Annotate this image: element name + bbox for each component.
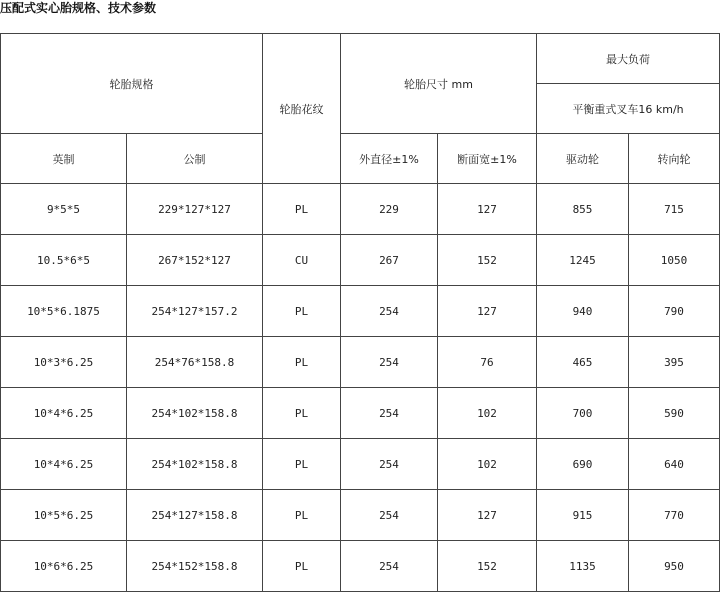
table-row xyxy=(1,439,720,490)
cell-section-width: 102 xyxy=(438,439,537,490)
cell-drive-load: 1245 xyxy=(537,235,629,286)
cell-drive-load: 690 xyxy=(537,439,629,490)
cell-imperial: 10*5*6.25 xyxy=(1,490,127,541)
cell-metric: 254*102*158.8 xyxy=(127,388,263,439)
table-row xyxy=(1,286,720,337)
cell-drive-load: 1135 xyxy=(537,541,629,592)
cell-metric: 254*127*157.2 xyxy=(127,286,263,337)
table-row xyxy=(1,337,720,388)
cell-section-width: 127 xyxy=(438,184,537,235)
cell-section-width: 152 xyxy=(438,541,537,592)
cell-outer-diameter: 267 xyxy=(341,235,438,286)
cell-steer-load: 395 xyxy=(629,337,720,388)
cell-metric: 254*152*158.8 xyxy=(127,541,263,592)
header-tire-spec: 轮胎规格 xyxy=(1,34,263,134)
cell-imperial: 10*4*6.25 xyxy=(1,439,127,490)
cell-metric: 254*102*158.8 xyxy=(127,439,263,490)
cell-metric: 229*127*127 xyxy=(127,184,263,235)
cell-outer-diameter: 254 xyxy=(341,541,438,592)
cell-pattern: PL xyxy=(263,184,341,235)
table-row xyxy=(1,490,720,541)
header-tire-size: 轮胎尺寸 mm xyxy=(341,34,537,134)
cell-drive-load: 700 xyxy=(537,388,629,439)
cell-steer-load: 590 xyxy=(629,388,720,439)
cell-pattern: PL xyxy=(263,490,341,541)
table-row xyxy=(1,388,720,439)
cell-drive-load: 465 xyxy=(537,337,629,388)
cell-outer-diameter: 254 xyxy=(341,439,438,490)
cell-steer-load: 715 xyxy=(629,184,720,235)
cell-section-width: 76 xyxy=(438,337,537,388)
header-forklift-speed: 平衡重式叉车16 km/h xyxy=(537,84,720,134)
cell-section-width: 127 xyxy=(438,286,537,337)
cell-metric: 267*152*127 xyxy=(127,235,263,286)
cell-outer-diameter: 229 xyxy=(341,184,438,235)
cell-imperial: 10.5*6*5 xyxy=(1,235,127,286)
header-tread-pattern: 轮胎花纹 xyxy=(263,34,341,184)
cell-pattern: PL xyxy=(263,541,341,592)
header-max-load: 最大负荷 xyxy=(537,34,720,84)
cell-outer-diameter: 254 xyxy=(341,337,438,388)
header-metric: 公制 xyxy=(127,134,263,184)
cell-pattern: PL xyxy=(263,439,341,490)
header-drive-wheel: 驱动轮 xyxy=(537,134,629,184)
cell-pattern: PL xyxy=(263,337,341,388)
cell-steer-load: 950 xyxy=(629,541,720,592)
cell-pattern: PL xyxy=(263,286,341,337)
cell-pattern: PL xyxy=(263,388,341,439)
table-row xyxy=(1,184,720,235)
cell-section-width: 152 xyxy=(438,235,537,286)
tire-spec-table xyxy=(0,33,720,592)
cell-imperial: 9*5*5 xyxy=(1,184,127,235)
cell-steer-load: 640 xyxy=(629,439,720,490)
header-row-3 xyxy=(1,134,720,184)
cell-outer-diameter: 254 xyxy=(341,490,438,541)
cell-drive-load: 855 xyxy=(537,184,629,235)
cell-steer-load: 790 xyxy=(629,286,720,337)
cell-imperial: 10*5*6.1875 xyxy=(1,286,127,337)
cell-metric: 254*127*158.8 xyxy=(127,490,263,541)
cell-section-width: 102 xyxy=(438,388,537,439)
cell-imperial: 10*6*6.25 xyxy=(1,541,127,592)
header-row-1 xyxy=(1,34,720,84)
header-steer-wheel: 转向轮 xyxy=(629,134,720,184)
cell-imperial: 10*3*6.25 xyxy=(1,337,127,388)
cell-outer-diameter: 254 xyxy=(341,388,438,439)
header-imperial: 英制 xyxy=(1,134,127,184)
cell-metric: 254*76*158.8 xyxy=(127,337,263,388)
cell-pattern: CU xyxy=(263,235,341,286)
cell-outer-diameter: 254 xyxy=(341,286,438,337)
cell-steer-load: 1050 xyxy=(629,235,720,286)
cell-imperial: 10*4*6.25 xyxy=(1,388,127,439)
table-row xyxy=(1,235,720,286)
header-section-width: 断面宽±1% xyxy=(438,134,537,184)
cell-steer-load: 770 xyxy=(629,490,720,541)
cell-section-width: 127 xyxy=(438,490,537,541)
table-row xyxy=(1,541,720,592)
page-title: 压配式实心胎规格、技术参数 xyxy=(0,1,157,15)
cell-drive-load: 940 xyxy=(537,286,629,337)
cell-drive-load: 915 xyxy=(537,490,629,541)
header-outer-diameter: 外直径±1% xyxy=(341,134,438,184)
